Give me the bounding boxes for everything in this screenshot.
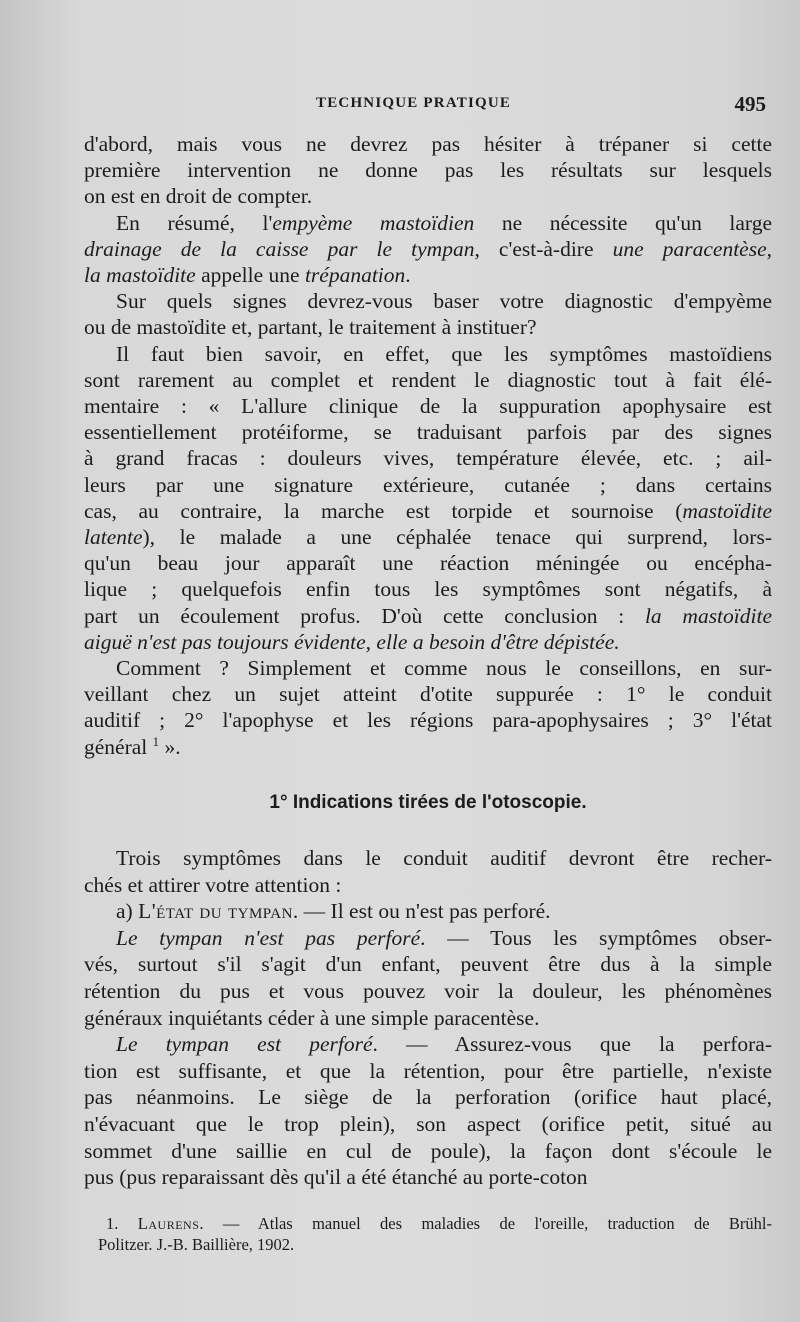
footnote-citation: . — Atlas manuel des maladies de l'oreille, traduction de Brühl- bbox=[199, 1214, 773, 1233]
text-run: ». bbox=[159, 734, 181, 759]
text-line bbox=[84, 1058, 772, 1085]
text-run: généraux inquiétants céder à une simple paracentèse. bbox=[84, 1005, 540, 1030]
text-run: En résumé, l' bbox=[116, 210, 273, 235]
italic-run: mastoïdite bbox=[682, 498, 772, 523]
text-run: à grand fracas : douleurs vives, température élevée, etc. ; ail- bbox=[84, 446, 772, 471]
text-line bbox=[84, 157, 772, 183]
text-run: . — Tous les symptômes obser- bbox=[420, 925, 772, 950]
italic-run: drainage de la caisse par le tympan bbox=[84, 236, 475, 261]
text-line bbox=[84, 1111, 772, 1138]
text-run: cas, au contraire, la marche est torpide et sournoise ( bbox=[84, 498, 683, 523]
text-line bbox=[84, 498, 772, 524]
paragraph bbox=[84, 898, 772, 925]
text-run: lique ; quelquefois enfin tous les symptômes sont négatifs, à bbox=[84, 577, 772, 602]
text-line bbox=[84, 681, 772, 707]
text-run: première intervention ne donne pas les résultats sur lesquels bbox=[84, 158, 772, 183]
text-line bbox=[84, 236, 772, 262]
text-line bbox=[84, 550, 772, 576]
text-run: sommet d'une saillie en cul de poule), la façon dont s'écoule le bbox=[84, 1138, 772, 1163]
text-run: chés et attirer votre attention : bbox=[84, 872, 342, 897]
italic-run: une paracentèse bbox=[612, 236, 767, 261]
text-line bbox=[84, 845, 772, 872]
italic-run: Le tympan n'est pas perforé bbox=[116, 925, 421, 950]
text-run: ), le malade a une céphalée tenace qui surprend, lors- bbox=[142, 525, 772, 550]
text-run: Comment ? Simplement et comme nous le conseillons, en sur- bbox=[116, 656, 772, 681]
text-run: ou de mastoïdite et, partant, le traitement à instituer? bbox=[84, 315, 537, 340]
paragraph bbox=[84, 210, 772, 289]
text-line bbox=[84, 1005, 772, 1032]
text-line bbox=[84, 341, 772, 367]
text-run: d'abord, mais vous ne devrez pas hésiter à trépaner si cette bbox=[84, 132, 772, 156]
text-run: . — Assurez-vous que la perfora- bbox=[372, 1032, 772, 1057]
text-run: mentaire : « L'allure clinique de la suppuration apophysaire est bbox=[84, 394, 772, 419]
text-run: ne nécessite qu'un large bbox=[474, 210, 772, 235]
text-run: . — Il est ou n'est pas perforé. bbox=[292, 899, 551, 924]
text-line bbox=[84, 951, 772, 978]
text-line bbox=[84, 445, 772, 471]
text-run: Trois symptômes dans le conduit auditif devront être recher- bbox=[116, 846, 772, 870]
text-line bbox=[84, 393, 772, 419]
text-run: Sur quels signes devrez-vous baser votre diagnostic d'empyème bbox=[116, 289, 772, 314]
text-line bbox=[84, 898, 772, 925]
text-run: veillant chez un sujet atteint d'otite suppurée : 1° le conduit bbox=[84, 682, 772, 707]
text-line bbox=[84, 288, 772, 314]
text-line bbox=[84, 1031, 772, 1058]
text-run: pas néanmoins. Le siège de la perforation (orifice haut placé, bbox=[84, 1085, 772, 1110]
text-run: . bbox=[405, 263, 411, 288]
paragraph bbox=[84, 341, 772, 655]
text-run: auditif ; 2° l'apophyse et les régions para-apophysaires ; 3° l'état bbox=[84, 708, 772, 733]
footnote-line-1 bbox=[106, 1213, 772, 1234]
footnote-line-2: Politzer. J.-B. Baillière, 1902. bbox=[98, 1235, 295, 1254]
text-line bbox=[84, 131, 772, 157]
text-run: , bbox=[766, 236, 773, 261]
text-line bbox=[84, 872, 772, 899]
paragraph bbox=[84, 288, 772, 340]
text-run: part un écoulement profus. D'où cette conclusion : bbox=[84, 603, 645, 628]
footnote bbox=[98, 1213, 773, 1255]
paragraph bbox=[84, 1031, 772, 1191]
text-line bbox=[84, 314, 772, 340]
paragraph bbox=[84, 131, 772, 210]
text-run: n'évacuant que le trop plein), son aspect (orifice petit, situé au bbox=[84, 1111, 772, 1136]
body-text-bottom bbox=[84, 845, 772, 1191]
text-run: qu'un beau jour apparaît une réaction méningée ou encépha- bbox=[84, 551, 772, 576]
text-line bbox=[84, 629, 772, 655]
text-run: essentiellement protéiforme, se traduisant parfois par des signes bbox=[84, 420, 772, 445]
text-run: général bbox=[84, 734, 153, 759]
text-run: Il faut bien savoir, en effet, que les symptômes mastoïdiens bbox=[116, 341, 772, 366]
text-run: leurs par une signature extérieure, cutanée ; dans certains bbox=[84, 472, 772, 497]
text-run: tion est suffisante, et que la rétention, pour être partielle, n'existe bbox=[84, 1058, 772, 1083]
text-run: , c'est-à-dire bbox=[474, 236, 613, 261]
paragraph bbox=[84, 845, 772, 898]
italic-run: la mastoïdite bbox=[84, 263, 196, 288]
text-line bbox=[84, 367, 772, 393]
text-line bbox=[84, 472, 772, 498]
paragraph bbox=[84, 655, 772, 760]
text-line bbox=[84, 655, 772, 681]
text-run: appelle une bbox=[195, 263, 305, 288]
text-line bbox=[84, 1138, 772, 1165]
page-number: 495 bbox=[734, 92, 766, 116]
text-line bbox=[84, 210, 772, 236]
paragraph bbox=[84, 925, 772, 1031]
small-caps-run: L'état du tympan bbox=[138, 899, 293, 924]
text-line bbox=[84, 419, 772, 445]
text-line bbox=[84, 524, 772, 550]
text-line bbox=[84, 576, 772, 602]
text-line bbox=[84, 1164, 772, 1191]
running-title: TECHNIQUE PRATIQUE bbox=[316, 95, 512, 111]
italic-run: la mastoïdite bbox=[644, 603, 772, 628]
text-run: rétention du pus et vous pouvez voir la douleur, les phénomènes bbox=[84, 978, 772, 1003]
text-run: vés, surtout s'il s'agit d'un enfant, peuvent être dus à la simple bbox=[84, 952, 772, 977]
text-line bbox=[84, 603, 772, 629]
text-line bbox=[84, 262, 772, 288]
footnote-number: 1. bbox=[106, 1214, 119, 1233]
text-run: on est en droit de compter. bbox=[84, 184, 313, 209]
italic-run: Le tympan est perforé bbox=[116, 1032, 373, 1057]
italic-run: latente bbox=[84, 525, 143, 550]
text-line bbox=[84, 1084, 772, 1111]
footnote-author: Laurens bbox=[137, 1214, 200, 1233]
italic-run: trépanation bbox=[304, 263, 406, 288]
text-run: sont rarement au complet et rendent le diagnostic tout à fait élé- bbox=[84, 367, 772, 392]
italic-run: empyème mastoïdien bbox=[272, 210, 475, 235]
text-run: pus (pus reparaissant dès qu'il a été étanché au porte-coton bbox=[84, 1165, 588, 1190]
text-line bbox=[84, 978, 772, 1005]
running-header bbox=[88, 92, 768, 116]
footnote-marker: 1 bbox=[152, 734, 160, 749]
text-line bbox=[84, 707, 772, 733]
text-line bbox=[84, 925, 772, 952]
section-heading: 1° Indications tirées de l'otoscopie. bbox=[269, 792, 587, 813]
body-text-top bbox=[84, 131, 772, 760]
text-run: a) bbox=[116, 899, 139, 924]
italic-run: aiguë n'est pas toujours évidente, elle a besoin d'être dépistée. bbox=[84, 629, 620, 654]
text-line bbox=[84, 734, 772, 760]
text-line bbox=[84, 183, 772, 209]
